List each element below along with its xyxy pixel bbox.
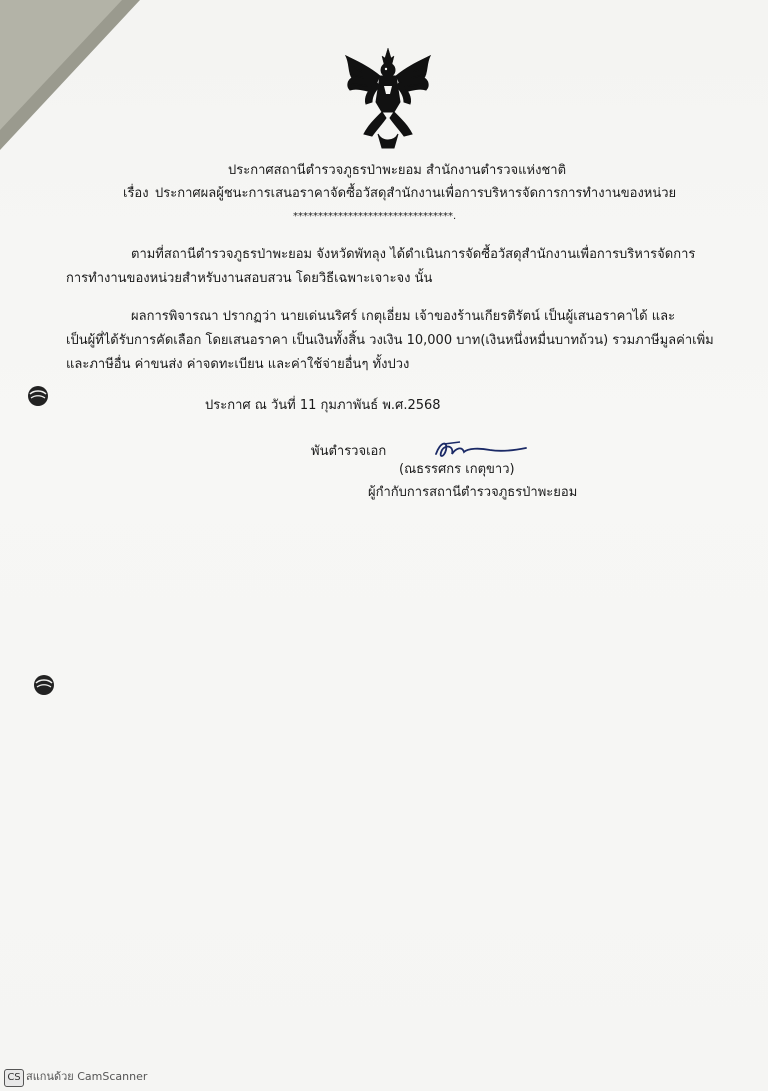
punch-hole-icon xyxy=(32,673,56,697)
garuda-emblem-icon xyxy=(342,46,434,150)
subject-title: ประกาศผลผู้ชนะการเสนอราคาจัดซื้อวัสดุสำนักงานเพื่อการบริหารจัดการการทำงานของหน่วย xyxy=(155,186,677,201)
body-para1-line1: ตามที่สถานีตำรวจภูธรป่าพะยอม จังหวัดพัทลุง ได้ดำเนินการจัดซื้อวัสดุสำนักงานเพื่อการบริหารจัดการ xyxy=(131,247,696,262)
signatory-position: ผู้กำกับการสถานีตำรวจภูธรป่าพะยอม xyxy=(368,485,578,500)
signature-mark xyxy=(430,436,530,464)
separator-line: ********************************. xyxy=(293,211,457,222)
body-para1-line2: การทำงานของหน่วยสำหรับงานสอบสวน โดยวิธีเฉพาะเจาะจง นั้น xyxy=(66,271,433,286)
body-para2-line1: ผลการพิจารณา ปรากฏว่า นายเด่นนริศร์ เกตุเอี่ยม เจ้าของร้านเกียรติรัตน์ เป็นผู้เสนอราคาได้ และ xyxy=(131,309,676,324)
body-para2-line2: เป็นผู้ที่ได้รับการคัดเลือก โดยเสนอราคา เป็นเงินทั้งสิ้น วงเงิน 10,000 บาท(เงินหนึ่งหมื่นบาทถ้วน) รวมภาษีมูลค่าเพิ่ม xyxy=(66,333,714,348)
agency-heading: ประกาศสถานีตำรวจภูธรป่าพะยอม สำนักงานตำรวจแห่งชาติ xyxy=(228,163,567,178)
camscanner-label: สแกนด้วย CamScanner xyxy=(26,1070,148,1083)
folded-corner-shade xyxy=(0,0,122,130)
signatory-rank: พันตำรวจเอก xyxy=(311,444,387,459)
camscanner-logo-icon: CS xyxy=(4,1069,24,1087)
body-para2-line3: และภาษีอื่น ค่าขนส่ง ค่าจดทะเบียน และค่าใช้จ่ายอื่นๆ ทั้งปวง xyxy=(66,357,410,372)
announce-date: ประกาศ ณ วันที่ 11 กุมภาพันธ์ พ.ศ.2568 xyxy=(205,398,441,413)
punch-hole-icon xyxy=(26,384,50,408)
subject-label: เรื่อง xyxy=(123,186,149,201)
signatory-name: (ณธรรศกร เกตุขาว) xyxy=(399,462,515,477)
